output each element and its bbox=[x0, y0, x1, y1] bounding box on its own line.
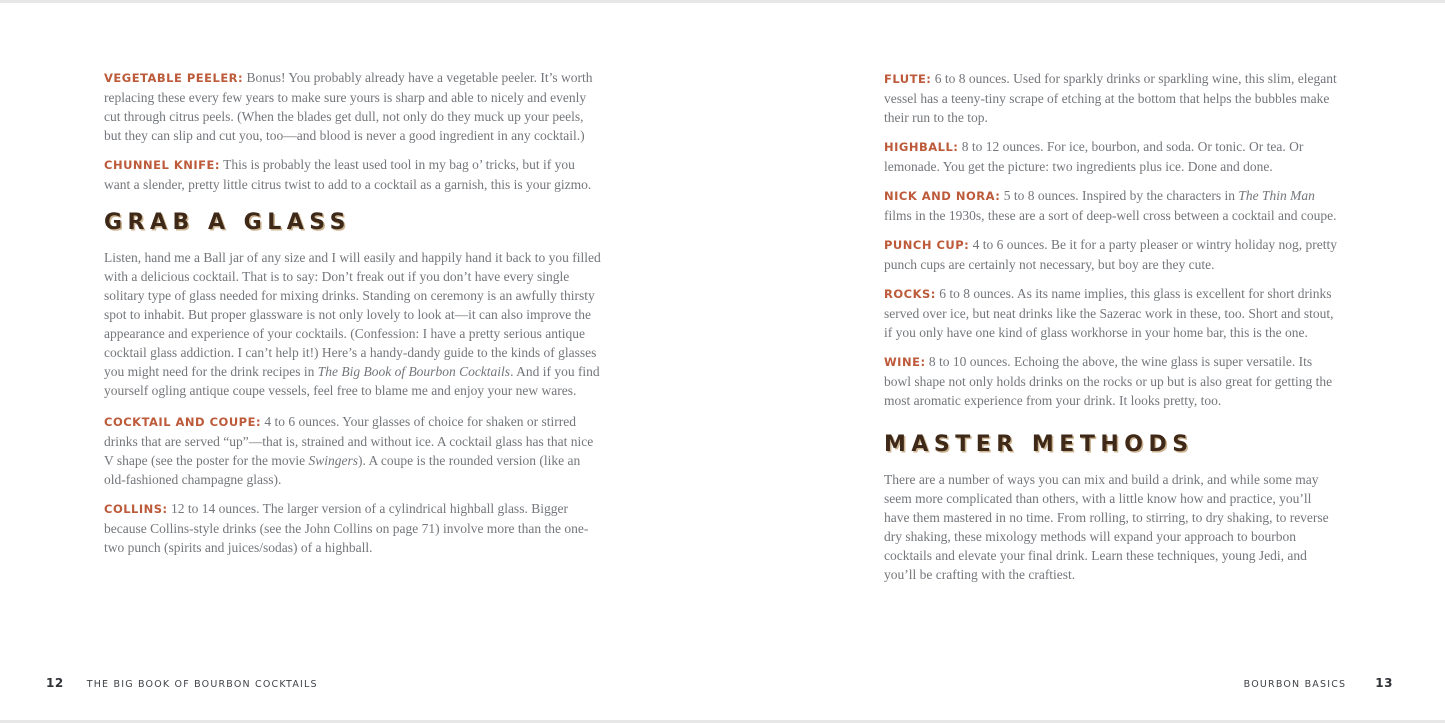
section-heading-grab-a-glass: GRAB A GLASS bbox=[104, 210, 351, 235]
glossary-entry-rocks bbox=[884, 284, 1338, 342]
entry-definition: Bonus! You probably already have a vegetable peeler. It’s worth replacing these every few years to make sure yours is sharp and able to nicely and evenly cut through citrus peels. (When the blades get dull, not only do they muck up your peels, but they can slip and cut you, too—and blood is never a good ingredient in any cocktail.) bbox=[104, 70, 593, 143]
entry-definition: 8 to 12 ounces. For ice, bourbon, and soda. Or tonic. Or tea. Or lemonade. You get the picture: two ingredients plus ice. Done and done. bbox=[884, 139, 1304, 174]
book-title: THE BIG BOOK OF BOURBON COCKTAILS bbox=[86, 679, 318, 690]
entry-definition: 4 to 6 ounces. Your glasses of choice for shaken or stirred drinks that are served “up”—that is, strained and without ice. A cocktail glass has that nice V shape (see the poster for the movie Swingers). A coupe is the rounded version (like an old-fashioned champagne glass). bbox=[104, 414, 594, 487]
entry-term: HIGHBALL: bbox=[884, 140, 959, 154]
page-edge-top bbox=[0, 0, 1445, 3]
entry-definition: 6 to 8 ounces. As its name implies, this glass is excellent for short drinks served over ice, but neat drinks like the Sazerac work in these, too. Short and stout, if you only have one kind of glass workhorse in your home bar, this is the one. bbox=[884, 286, 1334, 340]
entry-definition: 4 to 6 ounces. Be it for a party pleaser or wintry holiday nog, pretty punch cups are certainly not necessary, but boy are they cute. bbox=[884, 237, 1338, 272]
entry-definition: 12 to 14 ounces. The larger version of a cylindrical highball glass. Bigger because Collins-style drinks (see the John Collins on page 71) involve more than the one-two punch (spirits and juices/sodas) of a highball. bbox=[104, 501, 589, 555]
right-page-footer bbox=[1244, 676, 1393, 690]
entry-term: CHUNNEL KNIFE: bbox=[104, 158, 220, 172]
glossary-entry-flute bbox=[884, 69, 1338, 127]
methods-paragraph: There are a number of ways you can mix and build a drink, and while some may seem more complicated than others, with a little know how and practice, you’ll have them mastered in no time. From rolling, to stirring, to dry shaking, to reverse dry shaking, these mixology methods will expand your approach to bourbon cocktails and elevate your final drink. Learn these techniques, young Jedi, and you’ll be crafting with the craftiest. bbox=[884, 472, 1329, 582]
glossary-entry-punch-cup bbox=[884, 235, 1338, 274]
glossary-entry-highball bbox=[884, 137, 1338, 176]
glossary-entry-chunnel-knife bbox=[104, 155, 604, 194]
entry-term: NICK AND NORA: bbox=[884, 189, 1001, 203]
entry-definition: This is probably the least used tool in my bag o’ tricks, but if you want a slender, pretty little citrus twist to add to a cocktail as a garnish, this is your gizmo. bbox=[104, 157, 592, 192]
glossary-entry-collins bbox=[104, 499, 604, 557]
entry-definition: 5 to 8 ounces. Inspired by the characters in The Thin Man films in the 1930s, these are a sort of deep-well cross between a cocktail and coupe. bbox=[884, 188, 1337, 223]
left-page-column bbox=[104, 68, 604, 567]
glossary-entry-nick-and-nora bbox=[884, 186, 1338, 225]
entry-term: ROCKS: bbox=[884, 287, 936, 301]
glossary-entry-wine bbox=[884, 352, 1338, 410]
entry-term: FLUTE: bbox=[884, 72, 932, 86]
glossary-entry-vegetable-peeler bbox=[104, 68, 604, 145]
entry-definition: 8 to 10 ounces. Echoing the above, the wine glass is super versatile. Its bowl shape not only holds drinks on the rocks or up but is also great for getting the most aromatic experience from your drink. It looks pretty, too. bbox=[884, 354, 1333, 408]
chapter-title: BOURBON BASICS bbox=[1243, 679, 1347, 690]
entry-definition: 6 to 8 ounces. Used for sparkly drinks or sparkling wine, this slim, elegant vessel has a teeny-tiny scrape of etching at the bottom that helps the bubbles make their run to the top. bbox=[884, 71, 1337, 125]
entry-term: COLLINS: bbox=[104, 502, 168, 516]
entry-term: WINE: bbox=[884, 355, 926, 369]
entry-term: COCKTAIL AND COUPE: bbox=[104, 415, 262, 429]
glossary-entry-cocktail-and-coupe bbox=[104, 412, 604, 489]
entry-term: PUNCH CUP: bbox=[884, 238, 970, 252]
section-heading-master-methods: MASTER METHODS bbox=[884, 432, 1194, 457]
page-number: 13 bbox=[1375, 676, 1393, 690]
entry-term: VEGETABLE PEELER: bbox=[104, 71, 244, 85]
page-number: 12 bbox=[46, 676, 64, 690]
left-page-footer bbox=[46, 676, 318, 690]
right-page-column bbox=[884, 69, 1338, 596]
intro-paragraph: Listen, hand me a Ball jar of any size and I will easily and happily hand it back to you filled with a delicious cocktail. That is to say: Don’t freak out if you don’t have every single solitary type of glass needed for mixing drinks. Standing on ceremony is an awfully thirsty spot to inhabit. But proper glassware is not only lovely to look at—it can also improve the appearance and experience of your cocktails. (Confession: I have a pretty serious antique cocktail glass addiction. I can’t help it!) Here’s a handy-dandy guide to the kinds of glasses you might need for the drink recipes in The Big Book of Bourbon Cocktails. And if you find yourself ogling antique coupe vessels, feel free to blame me and enjoy your new wares. bbox=[104, 250, 601, 398]
